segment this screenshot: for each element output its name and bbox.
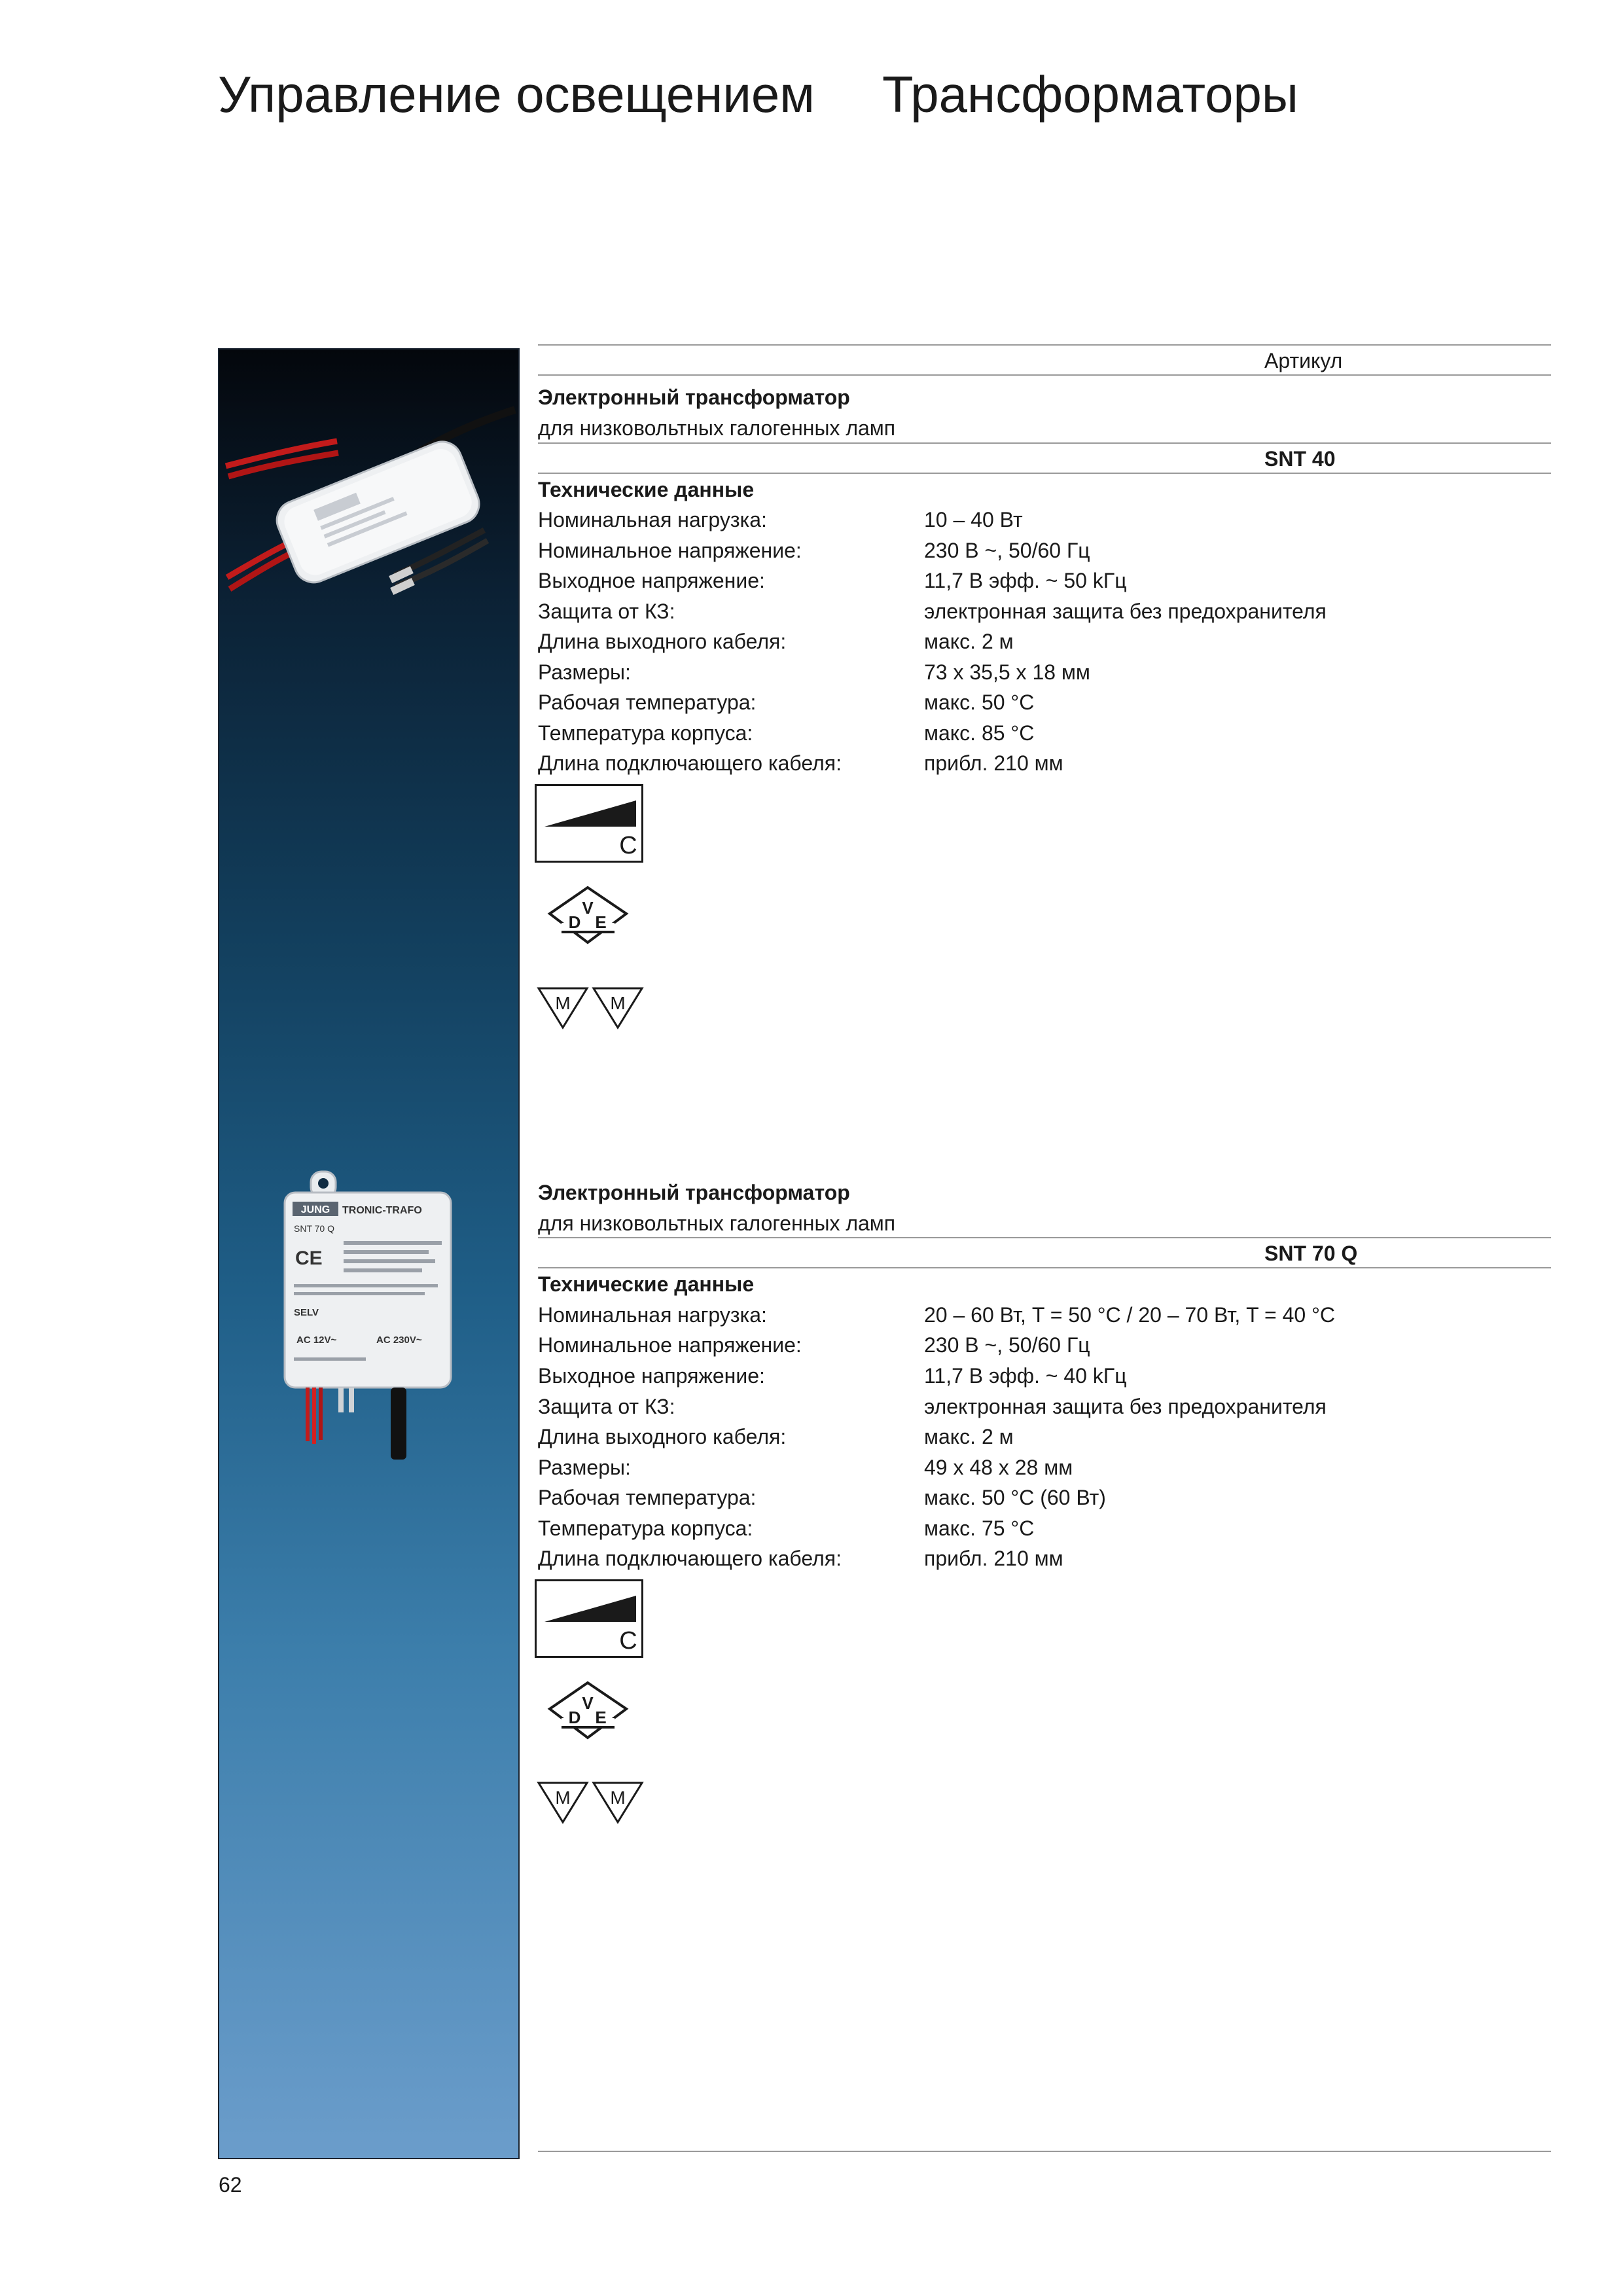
rule-article-top: [538, 344, 1551, 346]
article-column-header: Артикул: [1264, 349, 1343, 372]
spec-value: макс. 50 °C (60 Вт): [924, 1486, 1106, 1509]
spec-label: Номинальная нагрузка:: [538, 508, 767, 531]
dimmer-symbol-letter: C: [619, 1627, 637, 1655]
dimmer-symbol: [535, 1579, 643, 1658]
svg-text:M: M: [610, 993, 626, 1013]
spec-label: Температура корпуса:: [538, 1516, 753, 1540]
spec-value: прибл. 210 мм: [924, 1547, 1063, 1570]
footer-rule: [538, 2151, 1551, 2152]
spec-label: Размеры:: [538, 660, 631, 684]
product-2-name: Электронный трансформатор: [538, 1181, 850, 1204]
product-2-article: SNT 70 Q: [1264, 1242, 1358, 1265]
svg-text:D: D: [568, 1708, 581, 1727]
rule-article-bottom: [538, 374, 1551, 376]
spec-value: электронная защита без предохранителя: [924, 600, 1327, 623]
device-ac-in: AC 230V~: [376, 1335, 422, 1346]
spec-label: Длина выходного кабеля:: [538, 630, 787, 653]
spec-value: 230 В ~, 50/60 Гц: [924, 1333, 1090, 1357]
rule-product-2-a: [538, 1237, 1551, 1238]
vde-mark-icon: [547, 885, 629, 945]
product-photo-sidebar: [218, 348, 520, 2159]
spec-label: Номинальная нагрузка:: [538, 1303, 767, 1327]
device-selv: SELV: [294, 1307, 319, 1318]
product-1-spec-title: Технические данные: [538, 478, 755, 501]
device-model: SNT 70 Q: [294, 1223, 334, 1234]
spec-value: макс. 2 м: [924, 630, 1014, 653]
product-1-name: Электронный трансформатор: [538, 386, 850, 409]
mm-marks-icon: [537, 986, 644, 1030]
spec-label: Выходное напряжение:: [538, 1364, 765, 1388]
product-2-spec-title: Технические данные: [538, 1272, 755, 1296]
rule-product-1-a: [538, 442, 1551, 444]
spec-label: Температура корпуса:: [538, 721, 753, 745]
rule-product-2-b: [538, 1267, 1551, 1268]
spec-value: 11,7 В эфф. ~ 50 kГц: [924, 569, 1127, 592]
mm-marks-icon: [537, 1780, 644, 1825]
device-model-title: TRONIC-TRAFO: [342, 1205, 422, 1216]
spec-value: макс. 50 °C: [924, 691, 1035, 714]
spec-label: Номинальное напряжение:: [538, 539, 802, 562]
section-title: Управление освещением: [218, 65, 815, 123]
svg-text:E: E: [595, 912, 607, 932]
spec-value: 20 – 60 Вт, T = 50 °C / 20 – 70 Вт, T = 40 °C: [924, 1303, 1335, 1327]
spec-label: Защита от КЗ:: [538, 1395, 675, 1418]
product-1-subtitle: для низковольтных галогенных ламп: [538, 416, 896, 440]
spec-label: Рабочая температура:: [538, 691, 757, 714]
device-ac-out: AC 12V~: [296, 1335, 337, 1346]
svg-text:V: V: [582, 1693, 594, 1713]
svg-text:V: V: [582, 898, 594, 918]
dimmer-symbol: [535, 784, 643, 863]
page-number: 62: [219, 2173, 242, 2197]
spec-label: Длина подключающего кабеля:: [538, 1547, 842, 1570]
product-1-article: SNT 40: [1264, 447, 1336, 471]
snt40-product-photo: [219, 350, 518, 651]
spec-label: Длина подключающего кабеля:: [538, 751, 842, 775]
spec-label: Длина выходного кабеля:: [538, 1425, 787, 1448]
spec-value: 73 x 35,5 x 18 мм: [924, 660, 1090, 684]
spec-value: макс. 85 °C: [924, 721, 1035, 745]
spec-value: электронная защита без предохранителя: [924, 1395, 1327, 1418]
spec-value: 230 В ~, 50/60 Гц: [924, 539, 1090, 562]
device-brand: JUNG: [300, 1204, 330, 1215]
svg-text:D: D: [568, 912, 581, 932]
spec-value: 49 x 48 x 28 мм: [924, 1456, 1073, 1479]
spec-value: прибл. 210 мм: [924, 751, 1063, 775]
svg-text:M: M: [610, 1787, 626, 1808]
spec-value: 10 – 40 Вт: [924, 508, 1023, 531]
spec-label: Защита от КЗ:: [538, 600, 675, 623]
spec-value: 11,7 В эфф. ~ 40 kГц: [924, 1364, 1127, 1388]
product-2-subtitle: для низковольтных галогенных ламп: [538, 1211, 896, 1235]
page-title: Трансформаторы: [882, 65, 1298, 123]
rule-product-1-b: [538, 473, 1551, 474]
device-ce-mark: CE: [295, 1247, 323, 1269]
snt70q-product-photo: [219, 1168, 518, 1495]
spec-label: Рабочая температура:: [538, 1486, 757, 1509]
svg-text:M: M: [555, 1787, 571, 1808]
dimmer-symbol-letter: C: [619, 832, 637, 859]
spec-value: макс. 75 °C: [924, 1516, 1035, 1540]
svg-text:E: E: [595, 1708, 607, 1727]
spec-label: Номинальное напряжение:: [538, 1333, 802, 1357]
vde-mark-icon: [547, 1680, 629, 1740]
spec-value: макс. 2 м: [924, 1425, 1014, 1448]
spec-label: Выходное напряжение:: [538, 569, 765, 592]
svg-text:M: M: [555, 993, 571, 1013]
spec-label: Размеры:: [538, 1456, 631, 1479]
